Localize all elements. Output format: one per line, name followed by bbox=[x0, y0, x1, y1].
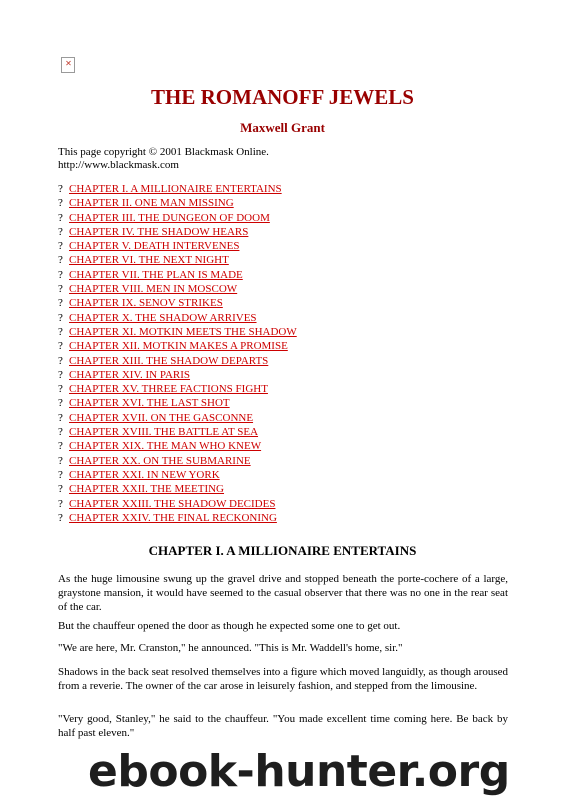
toc-item bbox=[58, 196, 297, 210]
toc-link[interactable]: CHAPTER I. A MILLIONAIRE ENTERTAINS bbox=[69, 183, 282, 195]
toc-link[interactable]: CHAPTER X. THE SHADOW ARRIVES bbox=[69, 311, 257, 324]
toc-link[interactable]: CHAPTER XII. MOTKIN MAKES A PROMISE bbox=[69, 340, 288, 353]
toc-link[interactable]: CHAPTER XXI. IN NEW YORK bbox=[69, 468, 220, 481]
toc-item bbox=[58, 182, 297, 196]
toc-item bbox=[58, 368, 297, 382]
toc-bullet: ? bbox=[58, 411, 63, 424]
toc-link[interactable]: CHAPTER IX. SENOV STRIKES bbox=[69, 297, 223, 310]
toc-item bbox=[58, 225, 297, 239]
toc-item bbox=[58, 282, 297, 296]
toc-link[interactable]: CHAPTER XI. MOTKIN MEETS THE SHADOW bbox=[69, 325, 297, 338]
toc-bullet: ? bbox=[58, 497, 63, 510]
toc-link[interactable]: CHAPTER XV. THREE FACTIONS FIGHT bbox=[69, 383, 268, 396]
toc-bullet: ? bbox=[58, 468, 63, 481]
chapter-paragraph: Shadows in the back seat resolved themselves into a figure which moved languidly, as though aroused from a reverie. The owner of the car arose in leisurely fashion, and stepped from the limousine. bbox=[58, 666, 508, 692]
toc-link[interactable]: CHAPTER XX. ON THE SUBMARINE bbox=[69, 454, 251, 467]
watermark: ebook-hunter.org bbox=[88, 746, 510, 797]
toc-item bbox=[58, 425, 297, 439]
toc-item bbox=[58, 454, 297, 468]
toc-item bbox=[58, 339, 297, 353]
toc-item bbox=[58, 482, 297, 496]
toc-link[interactable]: CHAPTER XVIII. THE BATTLE AT SEA bbox=[69, 426, 259, 439]
toc-link[interactable]: CHAPTER VII. THE PLAN IS MADE bbox=[69, 268, 243, 281]
toc-bullet: ? bbox=[58, 325, 63, 338]
toc-bullet: ? bbox=[58, 211, 63, 224]
toc-bullet: ? bbox=[58, 240, 63, 253]
copyright-notice bbox=[58, 146, 269, 172]
toc-bullet: ? bbox=[58, 383, 63, 396]
toc-item bbox=[58, 468, 297, 482]
toc-link[interactable]: CHAPTER XIII. THE SHADOW DEPARTS bbox=[69, 354, 269, 367]
toc-item bbox=[58, 268, 297, 282]
toc-item bbox=[58, 354, 297, 368]
toc-bullet: ? bbox=[58, 311, 63, 324]
chapter-paragraph: "Very good, Stanley," he said to the chauffeur. "You made excellent time coming here. Be back by half past eleven." bbox=[58, 713, 508, 739]
toc-bullet: ? bbox=[58, 340, 63, 353]
toc-item bbox=[58, 382, 297, 396]
toc-bullet: ? bbox=[58, 454, 63, 467]
toc-bullet: ? bbox=[58, 426, 63, 439]
toc-bullet: ? bbox=[58, 397, 63, 410]
toc-bullet: ? bbox=[58, 254, 63, 267]
toc-bullet: ? bbox=[58, 511, 63, 524]
toc-link[interactable]: CHAPTER VIII. MEN IN MOSCOW bbox=[69, 283, 238, 296]
toc-link[interactable]: CHAPTER V. DEATH INTERVENES bbox=[69, 240, 240, 253]
toc-item bbox=[58, 439, 297, 453]
toc-bullet: ? bbox=[58, 183, 63, 195]
toc-link[interactable]: CHAPTER XIX. THE MAN WHO KNEW bbox=[69, 440, 262, 453]
toc-item bbox=[58, 511, 297, 525]
toc-link[interactable]: CHAPTER II. ONE MAN MISSING bbox=[69, 197, 234, 210]
toc-item bbox=[58, 311, 297, 325]
toc-bullet: ? bbox=[58, 297, 63, 310]
toc-item bbox=[58, 325, 297, 339]
table-of-contents bbox=[58, 182, 297, 525]
book-title: THE ROMANOFF JEWELS bbox=[151, 85, 414, 109]
book-author: Maxwell Grant bbox=[240, 120, 325, 135]
toc-link[interactable]: CHAPTER XVII. ON THE GASCONNE bbox=[69, 411, 254, 424]
toc-item bbox=[58, 253, 297, 267]
toc-item bbox=[58, 239, 297, 253]
toc-item bbox=[58, 497, 297, 511]
chapter-paragraph: As the huge limousine swung up the gravel drive and stopped beneath the porte-cochere of a large, graystone mansion, it would have seemed to the casual observer that there was no one in the rear seat of the car. bbox=[58, 573, 508, 613]
copyright-line: This page copyright © 2001 Blackmask Online. bbox=[58, 146, 269, 158]
toc-bullet: ? bbox=[58, 368, 63, 381]
toc-link[interactable]: CHAPTER VI. THE NEXT NIGHT bbox=[69, 254, 229, 267]
broken-image-icon: ✕ bbox=[61, 57, 75, 73]
toc-link[interactable]: CHAPTER XVI. THE LAST SHOT bbox=[69, 397, 230, 410]
toc-link[interactable]: CHAPTER XXIV. THE FINAL RECKONING bbox=[69, 511, 277, 524]
toc-item bbox=[58, 296, 297, 310]
toc-bullet: ? bbox=[58, 225, 63, 238]
chapter-paragraph: "We are here, Mr. Cranston," he announced. "This is Mr. Waddell's home, sir." bbox=[58, 642, 403, 654]
toc-link[interactable]: CHAPTER III. THE DUNGEON OF DOOM bbox=[69, 211, 270, 224]
chapter-paragraph: But the chauffeur opened the door as though he expected some one to get out. bbox=[58, 620, 401, 632]
toc-bullet: ? bbox=[58, 283, 63, 296]
toc-bullet: ? bbox=[58, 268, 63, 281]
toc-link[interactable]: CHAPTER IV. THE SHADOW HEARS bbox=[69, 225, 249, 238]
toc-bullet: ? bbox=[58, 197, 63, 210]
toc-item bbox=[58, 211, 297, 225]
toc-link[interactable]: CHAPTER XXII. THE MEETING bbox=[69, 483, 225, 496]
toc-link[interactable]: CHAPTER XIV. IN PARIS bbox=[69, 368, 191, 381]
toc-item bbox=[58, 411, 297, 425]
toc-link[interactable]: CHAPTER XXIII. THE SHADOW DECIDES bbox=[69, 497, 276, 510]
toc-item bbox=[58, 396, 297, 410]
toc-bullet: ? bbox=[58, 483, 63, 496]
copyright-url: http://www.blackmask.com bbox=[58, 159, 179, 171]
chapter-heading: CHAPTER I. A MILLIONAIRE ENTERTAINS bbox=[148, 543, 417, 558]
toc-bullet: ? bbox=[58, 440, 63, 453]
toc-bullet: ? bbox=[58, 354, 63, 367]
